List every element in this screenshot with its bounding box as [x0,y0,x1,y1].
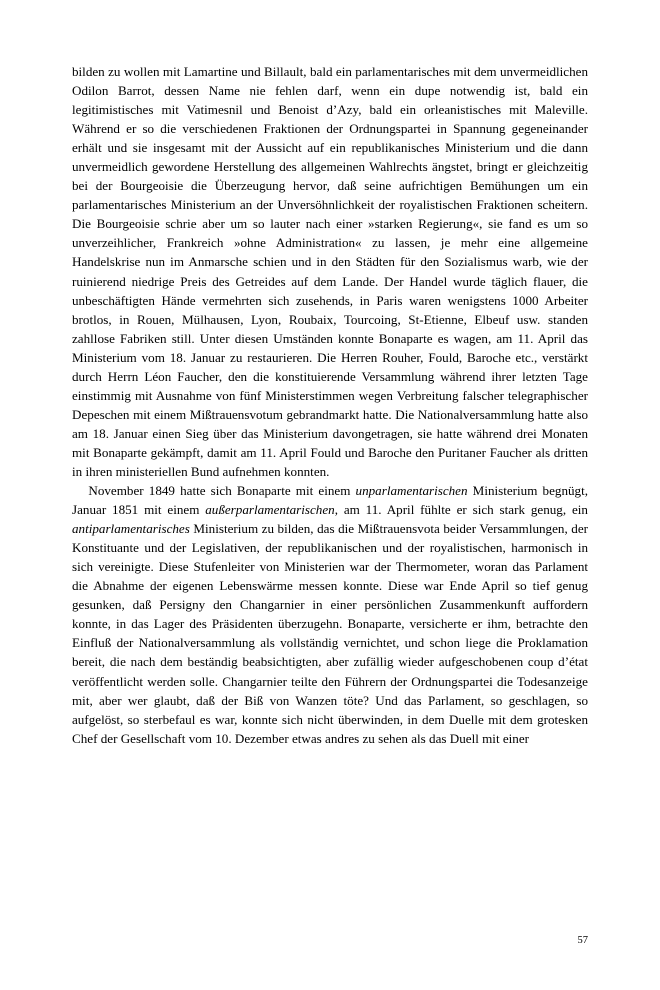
emphasized-term: außerparlamentarischen [205,502,335,518]
body-text [72,62,588,748]
emphasized-term: antiparlamentarisches [72,521,190,537]
page-number: 57 [577,935,588,946]
emphasized-term: unparlamentarischen [355,483,468,499]
paragraph: November 1849 hatte sich Bonaparte mit einem unparlamentarischen Ministerium begnügt, Januar 1851 mit einem außerparlamentarischen, am 11. April fühlte er sich stark genug, ein antiparlamentarisches Ministerium zu bilden, das die Mißtrauensvota beider Versammlungen, der Konstituante und der Legislativen, der republikanischen und der royalistischen, harmonisch in sich vereinigte. Diese Stufenleiter von Ministerien war der Thermometer, woran das Parlament die Abnahme der eigenen Lebenswärme messen konnte. Diese war Ende April so tief genug gesunken, daß Persigny den Changarnier in einer persönlichen Zusammenkunft auffordern konnte, in das Lager des Präsidenten überzugehn. Bonaparte, versicherte er ihm, betrachte den Einfluß der Nationalversammlung als vollständig vernichtet, und schon liege die Proklamation bereit, die nach dem beständig beabsichtigten, aber zufällig wieder aufgeschobenen coup d’état veröffentlicht werden solle. Changarnier teilte den Führern der Ordnungspartei die Todesanzeige mit, aber wer glaubt, daß der Biß von Wanzen töte? Und das Parlament, so geschlagen, so aufgelöst, so sterbefaul es war, konnte sich nicht überwinden, in dem Duelle mit dem grotesken Chef der Gesellschaft vom 10. Dezember etwas andres zu sehen als das Duell mit einer [72,483,588,746]
paragraph: bilden zu wollen mit Lamartine und Billault, bald ein parlamentarisches mit dem unvermeidlichen Odilon Barrot, dessen Name nie fehlen darf, wenn ein dupe notwendig ist, bald ein legitimistisches mit Vatimesnil und Benoist d’Azy, bald ein orleanistisches mit Maleville. Während er so die verschiedenen Fraktionen der Ordnungspartei in Spannung gegeneinander erhält und sie insgesamt mit der Aussicht auf ein republikanisches Ministerium und die dann unvermeidlich gewordene Herstellung des allgemeinen Wahlrechts ängstet, bringt er gleichzeitig bei der Bourgeoisie die Überzeugung hervor, daß seine aufrichtigen Bemühungen um ein parlamentarisches Ministerium an der Unversöhnlichkeit der royalistischen Fraktionen scheitern. Die Bourgeoisie schrie aber um so lauter nach einer »starken Regierung«, sie fand es um so unverzeihlicher, Frankreich »ohne Administration« zu lassen, je mehr eine allgemeine Handelskrise nun im Anmarsche schien und in den Städten für den Sozialismus warb, wie der ruinierend niedrige Preis des Getreides auf dem Lande. Der Handel wurde täglich flauer, die unbeschäftigten Hände vermehrten sich zusehends, in Paris waren wenigstens 1000 Arbeiter brotlos, in Rouen, Mülhausen, Lyon, Roubaix, Tourcoing, St-Etienne, Elbeuf usw. standen zahllose Fabriken still. Unter diesen Umständen konnte Bonaparte es wagen, am 11. April das Ministerium vom 18. Januar zu restaurieren. Die Herren Rouher, Fould, Baroche etc., verstärkt durch Herrn Léon Faucher, den die konstituierende Versammlung während ihrer letzten Tage einstimmig mit Ausnahme von fünf Ministerstimmen wegen Verbreitung falscher telegraphischer Depeschen mit einem Mißtrauensvotum gebrandmarkt hatte. Die Nationalversammlung hatte also am 18. Januar einen Sieg über das Ministerium davongetragen, sie hatte während drei Monaten mit Bonaparte gekämpft, damit am 11. April Fould und Baroche den Puritaner Faucher als dritten in ihren ministeriellen Bund aufnehmen konnten. [72,64,588,479]
